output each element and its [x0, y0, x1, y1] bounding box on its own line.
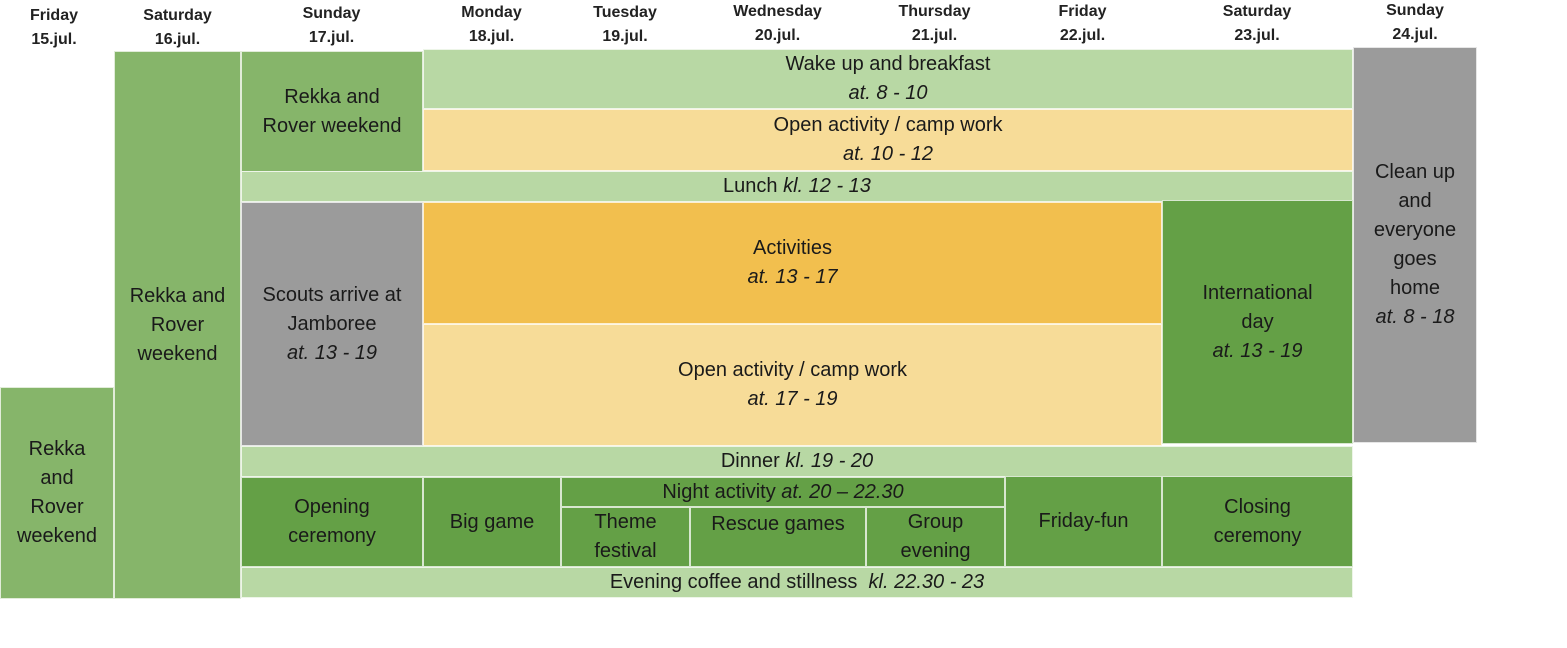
day-date: 22.jul.: [1059, 27, 1106, 44]
day-header-fri15: [0, 4, 108, 52]
block-line: Clean up: [1374, 161, 1456, 183]
day-name: Wednesday: [733, 3, 822, 20]
block-line: Opening: [294, 496, 370, 518]
day-name: Monday: [461, 4, 522, 21]
block-line: ceremony: [1213, 524, 1302, 547]
block-line: Rescue games: [711, 513, 845, 535]
block-theme-festival: [561, 507, 690, 567]
block-line: Jamboree: [287, 312, 377, 335]
block-open-activity-afternoon: [423, 324, 1162, 446]
block-breakfast: [423, 49, 1353, 109]
day-header-sun17: [241, 2, 422, 50]
block-title: Evening coffee and stillness: [609, 571, 858, 593]
block-activities: [423, 202, 1162, 324]
night-activity-text: [662, 478, 903, 507]
block-time: kl. 22.30 - 23: [868, 571, 985, 593]
block-line: Rekka and: [284, 85, 380, 108]
block-night-activity: [561, 477, 1005, 507]
day-date: 18.jul.: [468, 28, 515, 45]
block-line: home: [1389, 277, 1441, 299]
block-group-evening: [866, 507, 1005, 567]
block-line: Rover: [30, 496, 84, 518]
day-date: 16.jul.: [154, 31, 201, 48]
day-date: 23.jul.: [1234, 27, 1280, 44]
block-open-activity-morning: [423, 109, 1353, 171]
block-line: Rover weekend: [262, 114, 402, 137]
day-header-sat23: [1162, 0, 1352, 48]
block-title: Activities: [753, 237, 832, 259]
block-line: everyone: [1373, 219, 1457, 241]
block-line: Friday-fun: [1038, 510, 1129, 532]
block-line: festival: [594, 540, 657, 562]
day-name: Saturday: [1222, 3, 1292, 20]
evening-coffee-text: [610, 568, 984, 597]
block-line: ceremony: [288, 525, 376, 547]
day-name: Sunday: [302, 5, 361, 22]
block-title: Open activity / camp work: [678, 359, 907, 381]
block-rekka-rover-sun17: [241, 51, 423, 172]
block-lunch: [241, 171, 1353, 202]
block-friday-fun: [1005, 476, 1162, 567]
day-name: Saturday: [143, 7, 212, 24]
block-time: at. 8 - 18: [1375, 306, 1455, 328]
block-line: Rekka and: [129, 284, 226, 307]
day-date: 17.jul.: [308, 29, 355, 46]
block-time: at. 8 - 10: [848, 82, 928, 104]
day-date: 15.jul.: [31, 31, 77, 48]
block-line: Rekka: [28, 438, 86, 460]
block-line: Group: [907, 511, 964, 533]
day-date: 20.jul.: [754, 27, 801, 44]
day-name: Friday: [1058, 3, 1107, 20]
block-evening-coffee: [241, 567, 1353, 598]
day-name: Thursday: [898, 3, 971, 20]
block-title: Open activity / camp work: [773, 114, 1003, 136]
block-title: Lunch: [723, 175, 778, 197]
block-line: Scouts arrive at: [262, 283, 402, 306]
block-line: and: [40, 467, 74, 489]
block-dinner: [241, 446, 1353, 477]
block-line: Closing: [1224, 495, 1291, 518]
block-line: day: [1241, 310, 1274, 333]
block-line: International: [1202, 281, 1313, 304]
block-title: Night activity: [662, 480, 776, 503]
day-header-sun24: [1353, 0, 1477, 47]
day-name: Friday: [29, 7, 78, 24]
day-header-wed20: [690, 0, 865, 48]
lunch-text: [723, 172, 871, 201]
block-time: at. 13 - 17: [747, 266, 838, 288]
block-line: Big game: [449, 510, 535, 533]
block-closing-ceremony: [1162, 476, 1353, 567]
block-line: and: [1398, 190, 1432, 212]
block-scouts-arrive: [241, 202, 423, 446]
block-big-game: [423, 477, 561, 567]
day-header-fri22: [1004, 0, 1161, 48]
block-line: evening: [900, 540, 971, 562]
day-date: 24.jul.: [1392, 26, 1438, 43]
block-title: Dinner: [720, 450, 780, 472]
day-header-mon18: [423, 1, 560, 49]
block-rekka-rover-sat16: [114, 51, 241, 599]
block-clean-up: [1353, 47, 1477, 443]
block-opening-ceremony: [241, 477, 423, 567]
block-time: at. 13 - 19: [1212, 339, 1303, 362]
block-line: weekend: [16, 525, 98, 547]
block-time: at. 17 - 19: [747, 388, 838, 410]
block-rescue-games: [690, 507, 866, 567]
day-header-sat16: [115, 4, 240, 52]
block-line: Rover: [150, 313, 205, 336]
block-time: at. 10 - 12: [842, 143, 934, 165]
day-date: 21.jul.: [911, 27, 958, 44]
day-header-tue19: [561, 1, 689, 49]
block-line: goes: [1393, 248, 1437, 270]
day-name: Tuesday: [593, 4, 657, 21]
day-header-thu21: [866, 0, 1003, 48]
day-date: 19.jul.: [602, 28, 648, 45]
block-time: at. 13 - 19: [286, 341, 378, 364]
block-international-day: [1162, 200, 1353, 444]
block-line: weekend: [137, 342, 218, 365]
block-line: Theme: [594, 511, 657, 533]
block-time: kl. 19 - 20: [785, 450, 874, 472]
dinner-text: [721, 447, 873, 476]
block-rekka-rover-fri15: [0, 387, 114, 599]
block-time: at. 20 – 22.30: [781, 480, 904, 503]
block-title: Wake up and breakfast: [785, 53, 991, 75]
block-time: kl. 12 - 13: [783, 175, 871, 197]
day-name: Sunday: [1386, 2, 1444, 19]
